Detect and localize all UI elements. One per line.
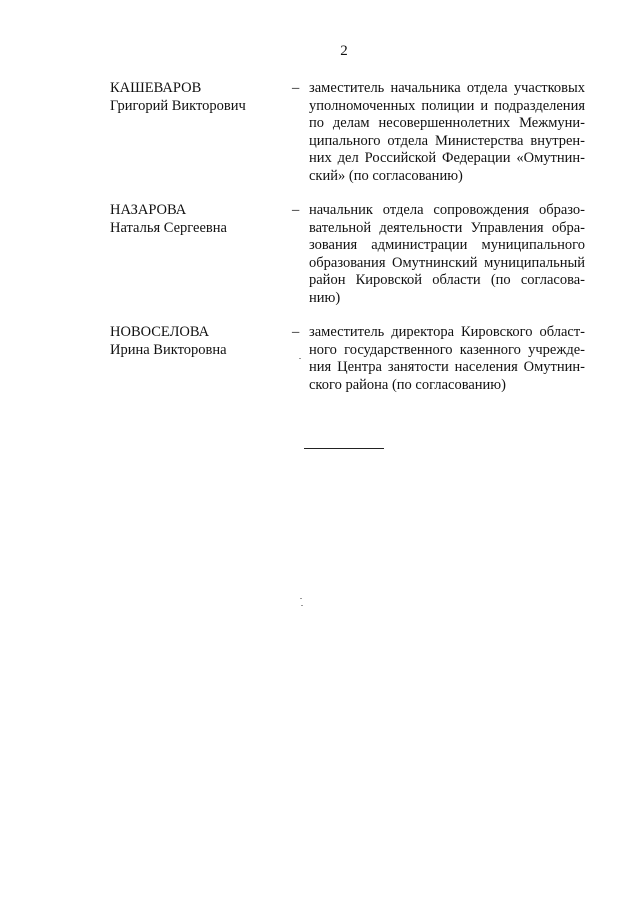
person-surname: НАЗАРОВА [110, 202, 187, 218]
person-name [110, 80, 280, 115]
position-description [309, 202, 585, 307]
description-line: ский» (по согласованию) [309, 167, 463, 184]
description-line: заместитель директора Кировского област- [309, 324, 585, 340]
description-line: район Кировской области (по согласова- [309, 272, 585, 288]
description-line: образования Омутнинский муниципальный [309, 254, 585, 271]
description-line: зования администрации муниципального [309, 237, 585, 253]
description-line: вательной деятельности Управления обра- [309, 219, 585, 236]
description-line: нию) [309, 289, 341, 306]
closing-rule [304, 448, 384, 449]
position-description [309, 324, 585, 394]
person-name [110, 202, 280, 237]
description-line: них дел Российской Федерации «Омутнин- [309, 150, 585, 166]
description-line: заместитель начальника отдела участковых [309, 80, 585, 96]
page-number: 2 [340, 43, 348, 59]
person-given-name: Наталья Сергеевна [110, 219, 227, 236]
position-description [309, 80, 585, 185]
scan-speck [301, 605, 303, 606]
person-given-name: Григорий Викторович [110, 97, 246, 114]
person-name [110, 324, 280, 359]
description-line: ного государственного казенного учрежде- [309, 341, 585, 358]
description-line: ципального отдела Министерства внутрен- [309, 132, 585, 149]
scan-speck [300, 598, 302, 599]
dash-separator: – [292, 202, 300, 218]
person-surname: НОВОСЕЛОВА [110, 324, 210, 340]
description-line: по делам несовершеннолетних Межмуни- [309, 115, 585, 131]
dash-separator: – [292, 324, 300, 340]
scan-speck [299, 358, 301, 359]
description-line: ния Центра занятости населения Омутнин- [309, 359, 585, 375]
description-line: ского района (по согласованию) [309, 376, 506, 393]
person-given-name: Ирина Викторовна [110, 341, 227, 358]
description-line: уполномоченных полиции и подразделения [309, 97, 585, 114]
person-surname: КАШЕВАРОВ [110, 80, 202, 96]
description-line: начальник отдела сопровождения образо- [309, 202, 585, 218]
dash-separator: – [292, 80, 300, 96]
